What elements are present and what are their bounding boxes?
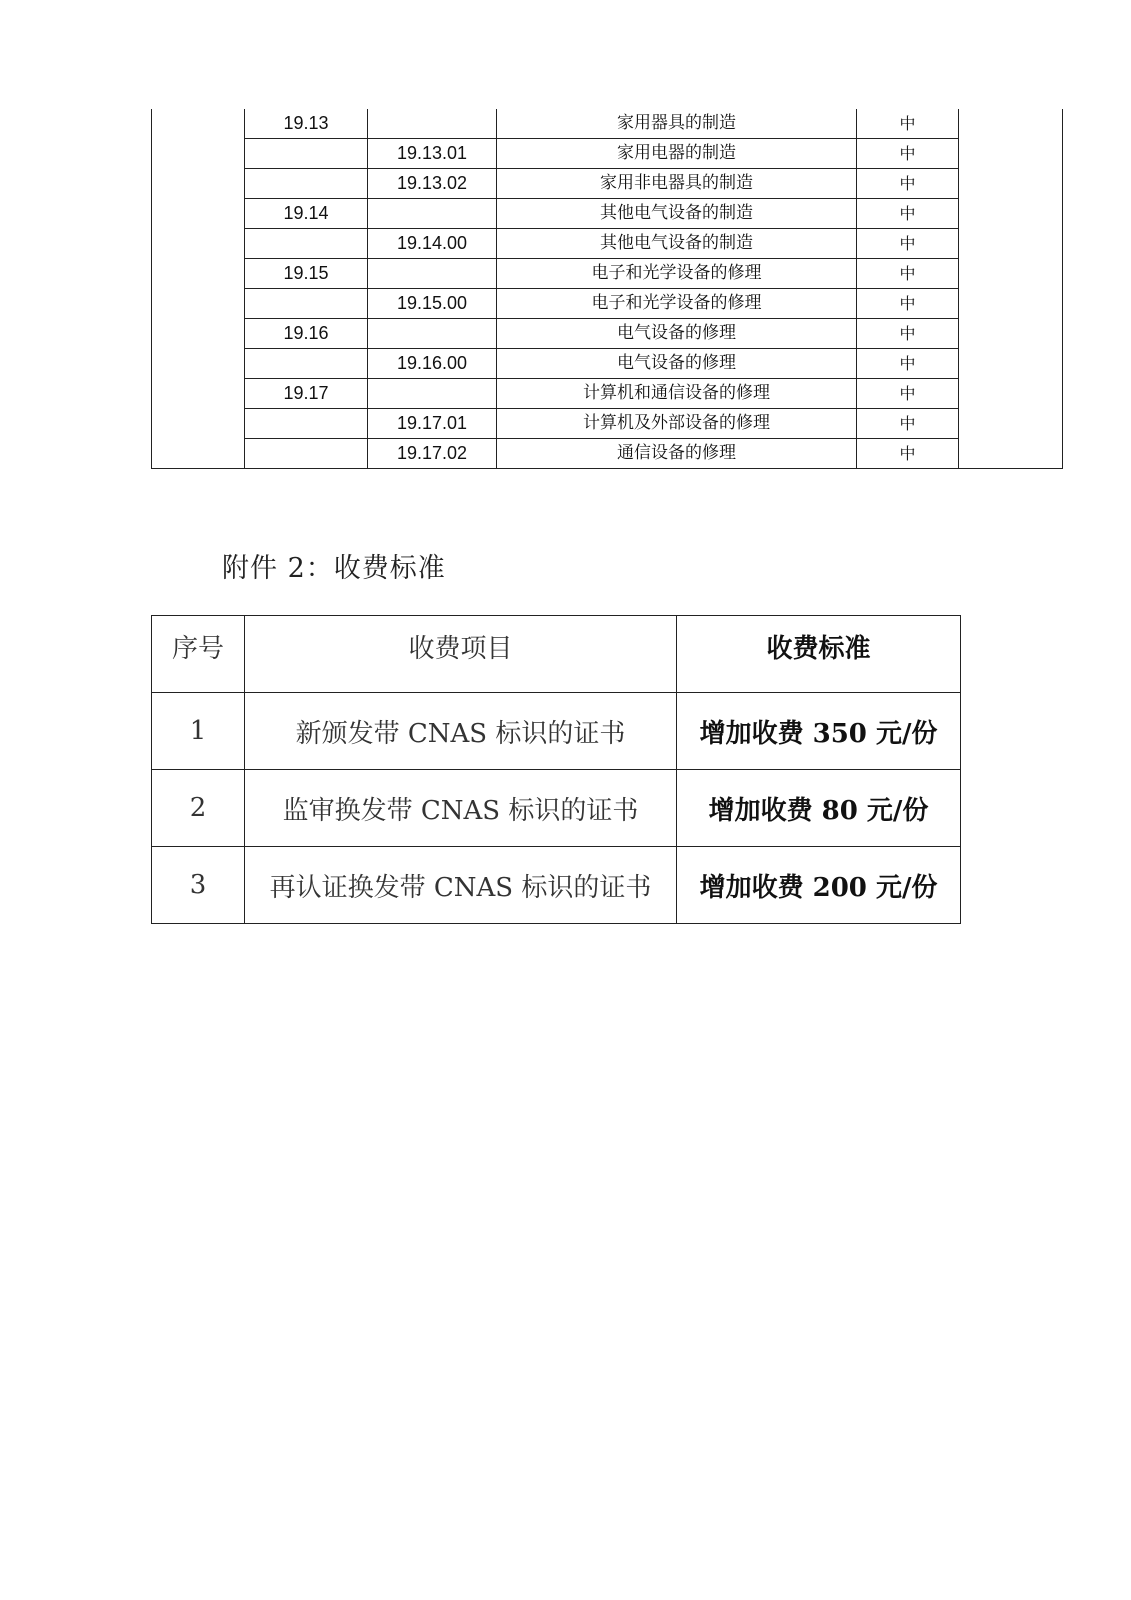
fee-table bbox=[151, 615, 961, 924]
category-major-code bbox=[245, 139, 368, 169]
category-minor-code: 19.13.01 bbox=[368, 139, 497, 169]
category-lead-cell bbox=[152, 259, 245, 289]
category-name: 家用电器的制造 bbox=[497, 139, 857, 169]
attachment-heading: 附件 2：收费标准 bbox=[222, 553, 446, 584]
category-lead-cell bbox=[152, 439, 245, 469]
category-level: 中 bbox=[857, 169, 959, 199]
category-minor-code bbox=[368, 319, 497, 349]
category-row bbox=[152, 259, 1063, 289]
category-tail-cell bbox=[959, 139, 1063, 169]
category-row bbox=[152, 199, 1063, 229]
category-minor-code bbox=[368, 199, 497, 229]
category-row bbox=[152, 349, 1063, 379]
fee-row-no: 3 bbox=[152, 847, 245, 924]
category-name: 电气设备的修理 bbox=[497, 319, 857, 349]
category-name: 电子和光学设备的修理 bbox=[497, 259, 857, 289]
fee-row-item: 新颁发带 CNAS 标识的证书 bbox=[245, 693, 677, 770]
category-lead-cell bbox=[152, 169, 245, 199]
category-name: 家用非电器具的制造 bbox=[497, 169, 857, 199]
category-name: 其他电气设备的制造 bbox=[497, 229, 857, 259]
category-level: 中 bbox=[857, 229, 959, 259]
category-major-code bbox=[245, 439, 368, 469]
category-lead-cell bbox=[152, 409, 245, 439]
fee-row-no: 2 bbox=[152, 770, 245, 847]
category-tail-cell bbox=[959, 289, 1063, 319]
category-lead-cell bbox=[152, 109, 245, 139]
category-name: 计算机和通信设备的修理 bbox=[497, 379, 857, 409]
category-name: 计算机及外部设备的修理 bbox=[497, 409, 857, 439]
category-tail-cell bbox=[959, 409, 1063, 439]
category-row bbox=[152, 319, 1063, 349]
category-row bbox=[152, 379, 1063, 409]
category-tail-cell bbox=[959, 169, 1063, 199]
fee-row-standard: 增加收费 200 元/份 bbox=[677, 847, 961, 924]
fee-row-no: 1 bbox=[152, 693, 245, 770]
category-table bbox=[151, 109, 1063, 469]
fee-header-standard: 收费标准 bbox=[677, 616, 961, 693]
category-level: 中 bbox=[857, 139, 959, 169]
category-level: 中 bbox=[857, 259, 959, 289]
category-level: 中 bbox=[857, 409, 959, 439]
category-level: 中 bbox=[857, 439, 959, 469]
category-name: 电子和光学设备的修理 bbox=[497, 289, 857, 319]
category-row bbox=[152, 289, 1063, 319]
category-major-code bbox=[245, 229, 368, 259]
category-level: 中 bbox=[857, 289, 959, 319]
category-row bbox=[152, 139, 1063, 169]
fee-row-standard: 增加收费 80 元/份 bbox=[677, 770, 961, 847]
category-lead-cell bbox=[152, 199, 245, 229]
category-lead-cell bbox=[152, 319, 245, 349]
category-tail-cell bbox=[959, 379, 1063, 409]
category-tail-cell bbox=[959, 229, 1063, 259]
category-row bbox=[152, 409, 1063, 439]
category-row bbox=[152, 169, 1063, 199]
category-name: 通信设备的修理 bbox=[497, 439, 857, 469]
category-major-code: 19.14 bbox=[245, 199, 368, 229]
category-minor-code: 19.17.01 bbox=[368, 409, 497, 439]
category-level: 中 bbox=[857, 349, 959, 379]
category-major-code bbox=[245, 349, 368, 379]
fee-row-standard: 增加收费 350 元/份 bbox=[677, 693, 961, 770]
fee-row-item: 再认证换发带 CNAS 标识的证书 bbox=[245, 847, 677, 924]
category-major-code bbox=[245, 409, 368, 439]
fee-table-row bbox=[152, 693, 961, 770]
category-minor-code: 19.14.00 bbox=[368, 229, 497, 259]
category-table-body bbox=[152, 109, 1063, 469]
category-lead-cell bbox=[152, 379, 245, 409]
category-minor-code: 19.15.00 bbox=[368, 289, 497, 319]
fee-table-header-row bbox=[152, 616, 961, 693]
category-tail-cell bbox=[959, 319, 1063, 349]
category-level: 中 bbox=[857, 199, 959, 229]
category-minor-code: 19.17.02 bbox=[368, 439, 497, 469]
fee-table-row bbox=[152, 847, 961, 924]
category-major-code bbox=[245, 169, 368, 199]
category-minor-code: 19.13.02 bbox=[368, 169, 497, 199]
category-name: 电气设备的修理 bbox=[497, 349, 857, 379]
category-name: 家用器具的制造 bbox=[497, 109, 857, 139]
category-major-code: 19.15 bbox=[245, 259, 368, 289]
category-lead-cell bbox=[152, 289, 245, 319]
category-lead-cell bbox=[152, 349, 245, 379]
category-minor-code bbox=[368, 379, 497, 409]
fee-header-no: 序号 bbox=[152, 616, 245, 693]
category-major-code bbox=[245, 289, 368, 319]
category-tail-cell bbox=[959, 349, 1063, 379]
category-minor-code bbox=[368, 259, 497, 289]
fee-table-row bbox=[152, 770, 961, 847]
category-lead-cell bbox=[152, 139, 245, 169]
category-major-code: 19.13 bbox=[245, 109, 368, 139]
category-row bbox=[152, 109, 1063, 139]
category-tail-cell bbox=[959, 259, 1063, 289]
category-row bbox=[152, 229, 1063, 259]
category-minor-code bbox=[368, 109, 497, 139]
category-minor-code: 19.16.00 bbox=[368, 349, 497, 379]
category-level: 中 bbox=[857, 379, 959, 409]
category-major-code: 19.16 bbox=[245, 319, 368, 349]
category-lead-cell bbox=[152, 229, 245, 259]
category-row bbox=[152, 439, 1063, 469]
fee-row-item: 监审换发带 CNAS 标识的证书 bbox=[245, 770, 677, 847]
category-tail-cell bbox=[959, 199, 1063, 229]
fee-header-item: 收费项目 bbox=[245, 616, 677, 693]
category-level: 中 bbox=[857, 109, 959, 139]
category-name: 其他电气设备的制造 bbox=[497, 199, 857, 229]
category-level: 中 bbox=[857, 319, 959, 349]
category-tail-cell bbox=[959, 109, 1063, 139]
category-tail-cell bbox=[959, 439, 1063, 469]
category-major-code: 19.17 bbox=[245, 379, 368, 409]
